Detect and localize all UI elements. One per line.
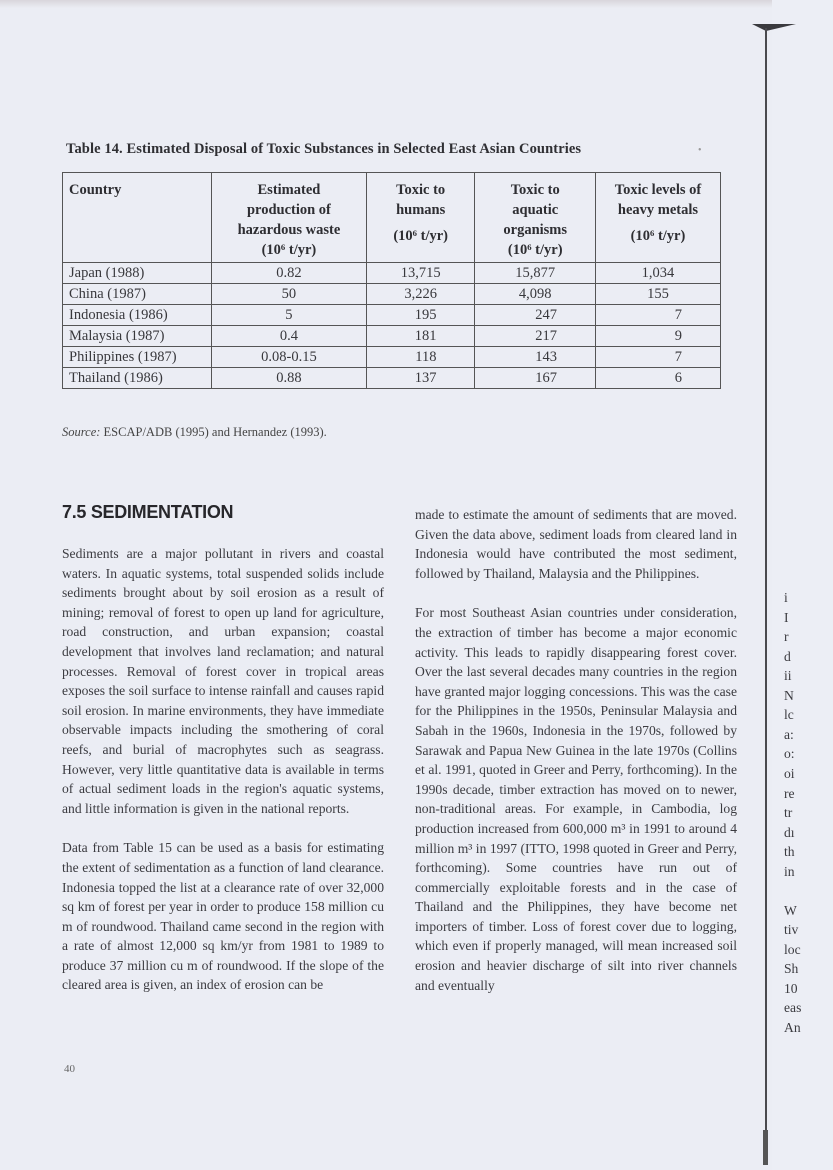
table-row (63, 284, 721, 305)
cell-country: Philippines (1987) (63, 347, 212, 368)
section-heading: 7.5 SEDIMENTATION (62, 502, 234, 522)
header-hazardous-waste: Estimated production of hazardous waste (10⁶ t/yr) (212, 173, 367, 263)
text-fragment: oi (784, 766, 795, 781)
cell-hazardous-waste: 0.82 (212, 263, 367, 284)
cell-toxic-humans: 137 (366, 368, 475, 389)
cell-toxic-aquatic: 167 (475, 368, 596, 389)
cell-country: Thailand (1986) (63, 368, 212, 389)
text-fragment: 10 (784, 981, 798, 996)
scan-edge (0, 0, 833, 8)
cell-heavy-metals: 7 (595, 347, 720, 368)
header-heavy-metals: Toxic levels of heavy metals (10⁶ t/yr) (595, 173, 720, 263)
cell-heavy-metals: 1,034 (595, 263, 720, 284)
text-fragment: i (784, 590, 788, 605)
text-fragment: ii (784, 668, 792, 683)
table-header-row (63, 173, 721, 263)
cell-toxic-humans: 3,226 (366, 284, 475, 305)
cell-toxic-aquatic: 143 (475, 347, 596, 368)
cell-country: Malaysia (1987) (63, 326, 212, 347)
paragraph: For most Southeast Asian countries under consideration, the extraction of timber has become a major economic activity. This leads to rapidly disappearing forest cover. Over the last several decades many countries in the region have granted major logging concessions. This was the case for the Philippines in the 1950s, Peninsular Malaysia and Sabah in the 1960s, Indonesia in the 1970s, followed by Sarawak and Papua New Guinea in the late 1970s (Collins et al. 1991, quoted in Greer and Perry, forthcoming). In the 1990s decade, timber extraction has moved on to newer, non-traditional areas. For example, in Cambodia, log production increased from 600,000 m³ in 1991 to around 4 million m³ in 1997 (ITTO, 1998 quoted in Greer and Perry, forthcoming). Some countries have run out of commercially exploitable forests and in the case of Thailand and the Philippines, they have become net importers of timber. Loss of forest cover due to logging, which even if properly managed, will mean increased soil erosion and heavier discharge of silt into river channels and eventually (415, 605, 737, 993)
cell-toxic-humans: 195 (366, 305, 475, 326)
cell-country: China (1987) (63, 284, 212, 305)
cell-country: Japan (1988) (63, 263, 212, 284)
text-fragment: tiv (784, 922, 799, 937)
text-fragment: r (784, 629, 789, 644)
cell-toxic-humans: 181 (366, 326, 475, 347)
text-fragment: tr (784, 805, 793, 820)
cell-heavy-metals: 155 (595, 284, 720, 305)
header-country: Country (63, 173, 212, 263)
table-source-note (62, 425, 327, 440)
binding-spine-foot (763, 1130, 768, 1165)
text-fragment: An (784, 1020, 801, 1035)
text-fragment: d (784, 649, 791, 664)
right-column (415, 505, 737, 1015)
cell-hazardous-waste: 0.08-0.15 (212, 347, 367, 368)
text-fragment: re (784, 786, 795, 801)
table-row (63, 305, 721, 326)
cell-hazardous-waste: 50 (212, 284, 367, 305)
table-row (63, 347, 721, 368)
text-fragment: lc (784, 707, 794, 722)
table-caption: Table 14. Estimated Disposal of Toxic Substances in Selected East Asian Countries (66, 141, 582, 157)
toxic-substances-table (62, 172, 721, 389)
cell-toxic-aquatic: 4,098 (475, 284, 596, 305)
paragraph: Sediments are a major pollutant in rivers and coastal waters. In aquatic systems, total suspended solids include sediments brought about by soil erosion as a result of mining; removal of forest to open up land for agriculture, road construction, and urban expansion; coastal development that involves land reclamation; and natural processes. Removal of forest cover in tropical areas exposes the soil surface to intense rainfall and causes rapid soil erosion. In marine environments, they have immediate observable impacts including the smothering of coral reefs, and burial of macrophytes such as seagrass. However, very little quantitative data is available in terms of actual sediment loads in the region's aquatic systems, and little information is given in the national reports. (62, 546, 384, 816)
cell-heavy-metals: 9 (595, 326, 720, 347)
paragraph: made to estimate the amount of sediments that are moved. Given the data above, sediment loads from cleared land in Indonesia would have contributed the most sediment, followed by Thailand, Malaysia and the Philippines. (415, 507, 737, 581)
table-row (63, 368, 721, 389)
text-fragment: dı (784, 825, 795, 840)
left-column (62, 544, 384, 1015)
cell-toxic-aquatic: 247 (475, 305, 596, 326)
source-text: ESCAP/ADB (1995) and Hernandez (1993). (100, 425, 327, 439)
source-label: Source: (62, 425, 101, 439)
binding-spine-cap (752, 24, 796, 31)
cell-hazardous-waste: 0.4 (212, 326, 367, 347)
text-fragment: th (784, 844, 795, 859)
text-fragment: Sh (784, 961, 799, 976)
cell-toxic-humans: 13,715 (366, 263, 475, 284)
text-fragment: o: (784, 746, 795, 761)
cell-heavy-metals: 7 (595, 305, 720, 326)
text-fragment: N (784, 688, 794, 703)
header-toxic-humans: Toxic to humans (10⁶ t/yr) (366, 173, 475, 263)
cell-hazardous-waste: 0.88 (212, 368, 367, 389)
cell-heavy-metals: 6 (595, 368, 720, 389)
scan-speck: • (698, 145, 702, 156)
text-fragment: loc (784, 942, 801, 957)
cell-hazardous-waste: 5 (212, 305, 367, 326)
text-fragment: in (784, 864, 795, 879)
cell-toxic-aquatic: 15,877 (475, 263, 596, 284)
table-row (63, 326, 721, 347)
text-fragment: eas (784, 1000, 802, 1015)
paragraph: Data from Table 15 can be used as a basis for estimating the extent of sedimentation as a function of land clearance. Indonesia topped the list at a clearance rate of over 32,000 sq km of forest per year in order to produce 158 million cu m of roundwood. Thailand came second in the region with a rate of almost 12,000 sq km/yr from 1981 to 1989 to produce 37 million cu m of roundwood. If the slope of the cleared area is given, an index of erosion can be (62, 840, 384, 993)
text-fragment: W (784, 903, 797, 918)
page-number: 40 (64, 1063, 75, 1075)
header-toxic-aquatic: Toxic to aquatic organisms (10⁶ t/yr) (475, 173, 596, 263)
cell-toxic-humans: 118 (366, 347, 475, 368)
text-fragment: I (784, 610, 789, 625)
text-fragment: a: (784, 727, 794, 742)
cell-toxic-aquatic: 217 (475, 326, 596, 347)
cell-country: Indonesia (1986) (63, 305, 212, 326)
table-row (63, 263, 721, 284)
binding-spine (765, 28, 767, 1163)
